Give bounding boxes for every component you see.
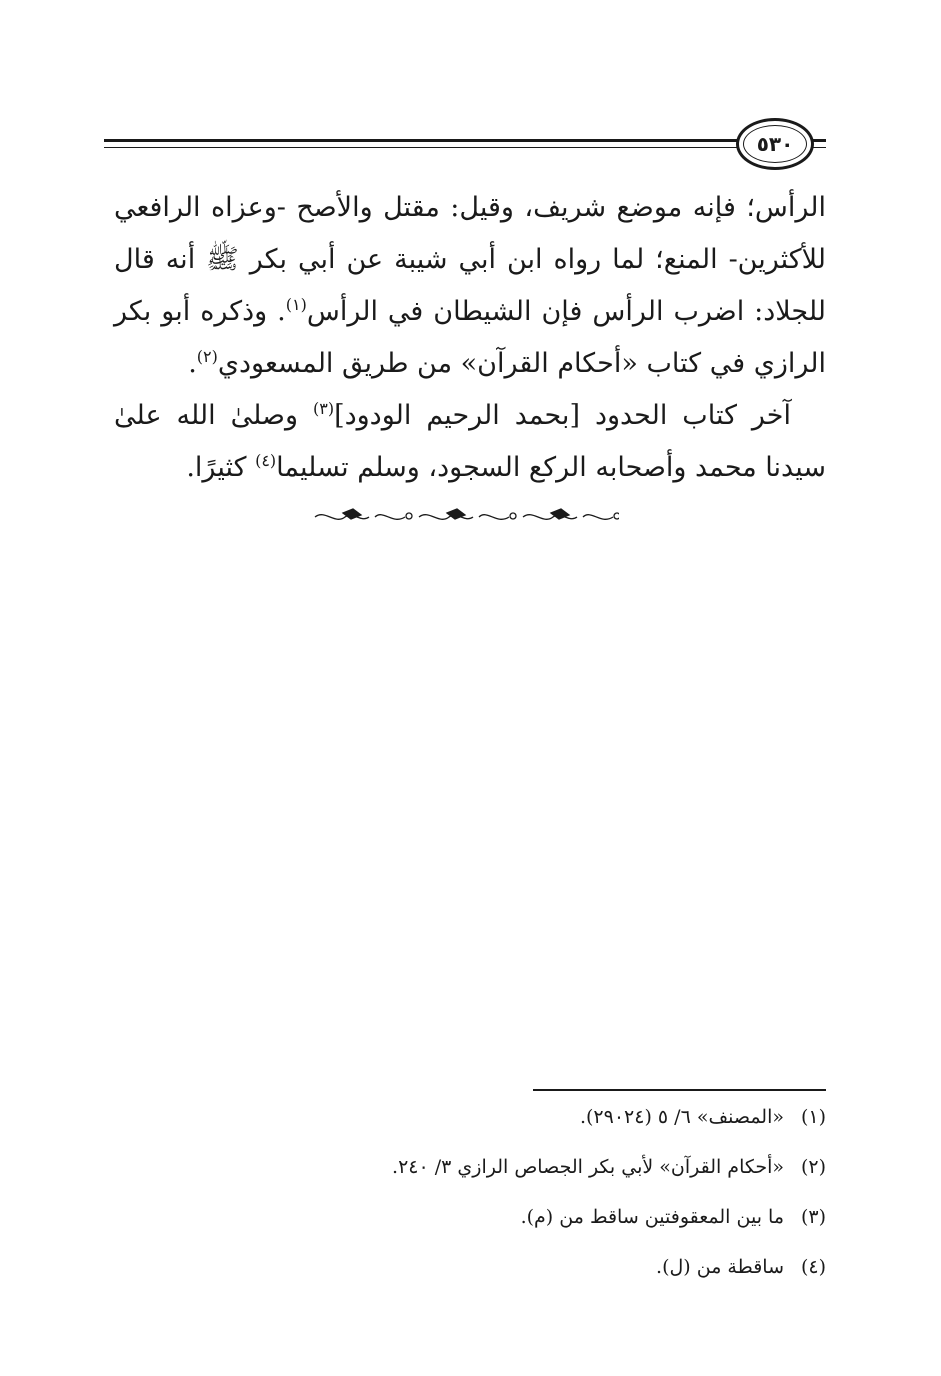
header-rule-thin [104,147,826,148]
footnote-separator [533,1089,826,1091]
footnote-text: ساقطة من (ل). [656,1256,784,1278]
paragraph-2-text-b: وصلىٰ الله علىٰ سيدنا محمد وأصحابه الركع السجود، وسلم تسليما [114,400,826,483]
ornament-divider [313,503,619,531]
footnote-ref-4[interactable]: (٤) [255,451,277,470]
footnote-number: (٣) [800,1206,826,1228]
paragraph-1-text-b: . وذكره أبو بكر الرازي في كتاب «أحكام القرآن» من طريق المسعودي [114,296,826,379]
paragraph-1-text-a: الرأس؛ فإنه موضع شريف، وقيل: مقتل والأصح -وعزاه الرافعي للأكثرين- المنع؛ لما رواه ابن أبي شيبة عن أبي بكر ﷺ أنه قال للجلاد: اضرب الرأس فإن الشيطان في الرأس [114,192,826,327]
footnotes [126,1104,826,1304]
paragraph-1-text-c: . [188,348,197,379]
footnote-text: «أحكام القرآن» لأبي بكر الجصاص الرازي ٣/ ٢٤٠. [392,1156,784,1178]
footnote-text: «المصنف» ٦/ ٥ (٢٩٠٢٤). [579,1106,784,1128]
footnote-4 [126,1254,826,1304]
footnote-number: (٤) [800,1256,826,1278]
footnote-text: ما بين المعقوفتين ساقط من (م). [520,1206,784,1228]
paragraph-2 [114,390,826,494]
footnote-ref-2[interactable]: (٢) [196,347,218,366]
paragraph-1 [114,182,826,390]
header-rule-thick [104,139,826,142]
page-number-medallion [736,118,814,170]
ornament-unit-2 [419,509,516,519]
footnote-ref-1[interactable]: (١) [285,295,307,314]
footnote-3 [126,1204,826,1254]
ornament-unit-1 [315,509,412,519]
ornament-unit-3 [523,509,619,519]
page-number: ٥٣٠ [756,132,794,156]
footnote-ref-3[interactable]: (٣) [312,399,335,418]
footnote-1 [126,1104,826,1154]
page-header [104,118,826,174]
main-text [114,182,826,494]
footnote-number: (١) [800,1106,826,1128]
paragraph-2-text-c: كثيرًا. [186,452,256,483]
footnote-2 [126,1154,826,1204]
paragraph-2-text-a: آخر كتاب الحدود [بحمد الرحيم الودود] [334,400,791,431]
footnote-number: (٢) [800,1156,826,1178]
